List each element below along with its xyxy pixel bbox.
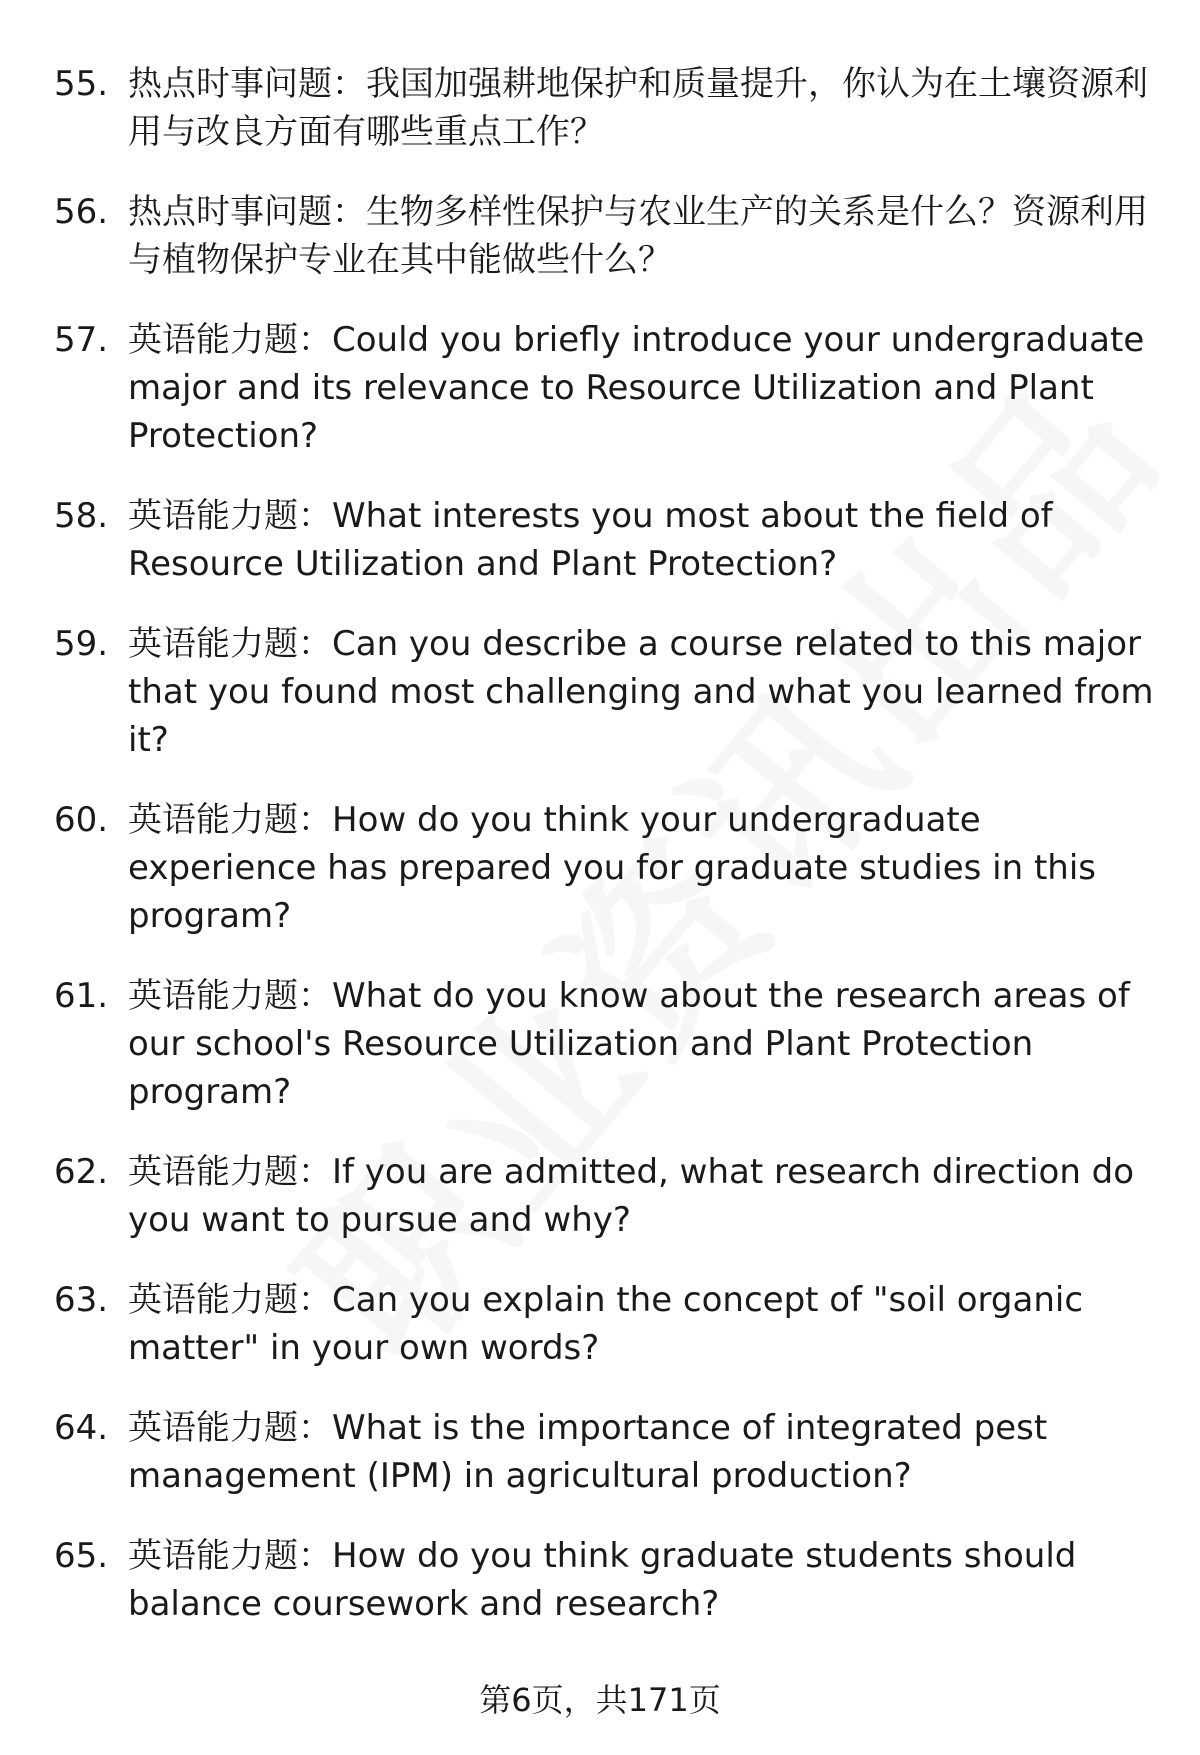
question-text: 英语能力题：What is the importance of integrated pest management (IPM) in agricultural production? xyxy=(128,1408,1048,1496)
question-number: 60. xyxy=(54,800,109,840)
question-text: 英语能力题：Can you describe a course related to this major that you found most challenging and what you learned from it? xyxy=(128,624,1154,760)
question-number: 57. xyxy=(54,320,109,360)
question-number: 63. xyxy=(54,1280,109,1320)
question-text: 热点时事问题：我国加强耕地保护和质量提升，你认为在土壤资源利用与改良方面有哪些重点工作？ xyxy=(128,64,1148,152)
question-text: 英语能力题：If you are admitted, what research direction do you want to pursue and why? xyxy=(128,1152,1135,1240)
question-text: 英语能力题：How do you think your undergraduate experience has prepared you for graduate studies in this program? xyxy=(128,800,1097,936)
question-number: 61. xyxy=(54,976,109,1016)
question-item-61 xyxy=(54,972,1164,1116)
question-item-58 xyxy=(54,492,1164,588)
question-number: 59. xyxy=(54,624,109,664)
page-number-label: 第6页，共171页 xyxy=(479,1681,721,1719)
question-number: 55. xyxy=(54,64,109,104)
question-item-60 xyxy=(54,796,1164,940)
question-number: 65. xyxy=(54,1536,109,1576)
question-text: 英语能力题：How do you think graduate students should balance coursework and research? xyxy=(128,1536,1077,1624)
question-number: 64. xyxy=(54,1408,109,1448)
question-text: 英语能力题：What do you know about the research areas of our school's Resource Utilization and Plant Protection program? xyxy=(128,976,1130,1112)
question-number: 62. xyxy=(54,1152,109,1192)
question-number: 56. xyxy=(54,192,109,232)
question-item-55 xyxy=(54,60,1164,156)
question-list xyxy=(54,60,1164,1628)
question-text: 英语能力题：Can you explain the concept of "soil organic matter" in your own words? xyxy=(128,1280,1084,1368)
page-footer xyxy=(0,1678,1200,1722)
question-text: 英语能力题：What interests you most about the field of Resource Utilization and Plant Protection? xyxy=(128,496,1053,584)
question-item-65 xyxy=(54,1532,1164,1628)
question-item-64 xyxy=(54,1404,1164,1500)
question-item-62 xyxy=(54,1148,1164,1244)
question-text: 热点时事问题：生物多样性保护与农业生产的关系是什么？资源利用与植物保护专业在其中能做些什么？ xyxy=(128,192,1148,280)
question-item-59 xyxy=(54,620,1164,764)
question-item-63 xyxy=(54,1276,1164,1372)
question-item-57 xyxy=(54,316,1164,460)
question-number: 58. xyxy=(54,496,109,536)
question-text: 英语能力题：Could you briefly introduce your undergraduate major and its relevance to Resource Utilization and Plant Protection? xyxy=(128,320,1145,456)
question-item-56 xyxy=(54,188,1164,284)
